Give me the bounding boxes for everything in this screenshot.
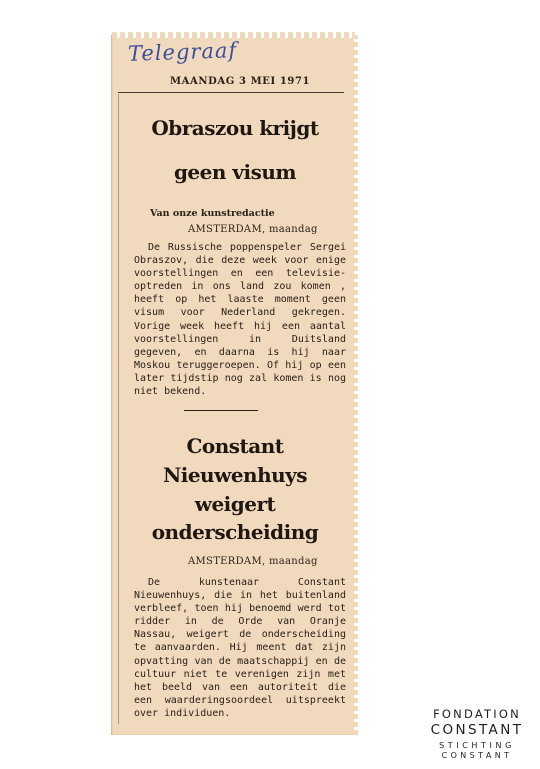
logo-line-fondation: FONDATION	[433, 707, 521, 721]
article2-headline-line3: weigert	[194, 492, 276, 516]
article-divider	[184, 410, 258, 411]
logo-line-constant: CONSTANT	[430, 722, 524, 738]
article2-headline-line1: Constant	[186, 434, 284, 458]
article2-headline-line4: onderscheiding	[151, 520, 319, 544]
article2-body: De kunstenaar Constant Nieuwenhuys, die in het buitenland verbleef, toen hij benoemd werd tot ridder in de Orde van Oranje Nassau, weigert de onderscheiding te aanvaarden. Hij meent dat zijn opvatting van de maatschappij en de cultuur niet te verenigen zijn met het beeld van een autoriteit die een waarderingsoordeel uitspreekt over individuen.	[134, 577, 346, 719]
dateline: MAANDAG 3 MEI 1971	[170, 76, 311, 87]
top-rule-divider	[118, 92, 344, 93]
article1-body: De Russische poppenspeler Sergei Obraszov, die deze week voor enige voorstellingen en een televisie-optreden in ons land zou komen , heeft op het laaste moment geen visum voor Nederland gekregen. Vorige week heeft hij een aantal voorstellingen in Duitsland gegeven, en daarna is hij naar Moskou teruggeroepen. Of hij op een later tijdstip nog zal komen is nog niet bekend.	[134, 242, 346, 398]
article2-headline-line2: Nieuwenhuys	[162, 463, 308, 487]
column-rule	[118, 94, 119, 724]
article1-dateline-place: AMSTERDAM, maandag	[188, 224, 318, 235]
article1-byline: Van onze kunstredactie	[150, 208, 275, 219]
article1-headline-line2: geen visum	[173, 160, 297, 184]
fondation-constant-logo	[424, 707, 530, 760]
logo-line-stichting: STICHTING	[439, 741, 515, 750]
logo-line-constant-small: CONSTANT	[441, 751, 513, 760]
article2-dateline-place: AMSTERDAM, maandag	[188, 556, 318, 567]
handwritten-source-note: Telegraaf	[127, 38, 238, 66]
article1-headline-line1: Obraszou krijgt	[151, 116, 319, 140]
